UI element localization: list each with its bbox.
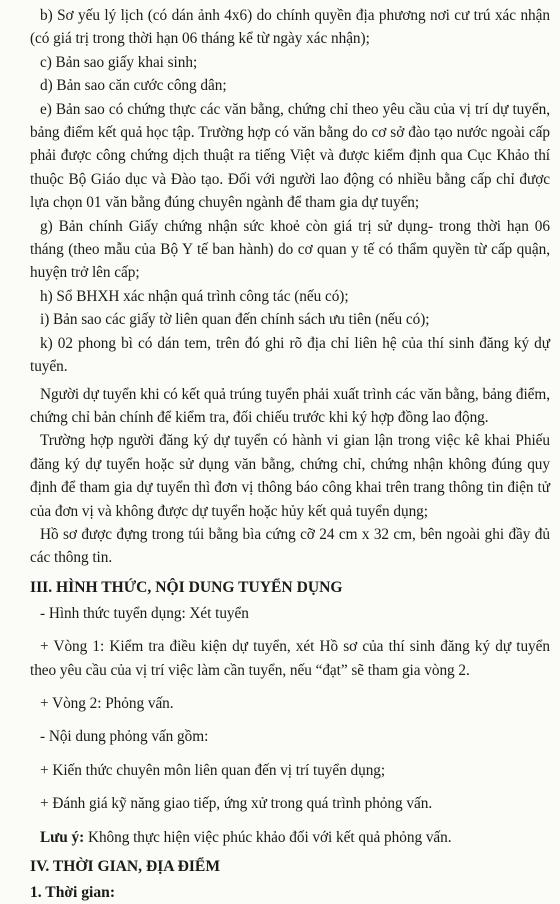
- item-c: c) Bản sao giấy khai sinh;: [40, 53, 198, 71]
- note-label: Lưu ý:: [40, 828, 85, 846]
- section-3-item-content: - Nội dung phỏng vấn gồm:: [40, 728, 209, 746]
- paragraph-verification: Người dự tuyển khi có kết quả trúng tuyển phải xuất trình các văn bằng, bảng điểm, chứng chỉ bản chính để kiểm tra, đối chiếu trước khi ký hợp đồng lao động.: [30, 385, 550, 426]
- item-e: e) Bản sao có chứng thực các văn bằng, chứng chỉ theo yêu cầu của vị trí dự tuyển, bảng điểm kết quả học tập. Trường hợp có văn bằng do cơ sở đào tạo nước ngoài cấp phải được công chứng dịch thuật ra tiếng Việt và được kiểm định qua Cục Khảo thí thuộc Bộ Giáo dục và Đào tạo. Đối với người lao động có nhiều bằng cấp chỉ được lựa chọn 01 văn bằng đúng chuyên ngành để tham gia dự tuyển;: [30, 100, 550, 212]
- paragraph-envelope: Hồ sơ được đựng trong túi bằng bìa cứng cỡ 24 cm x 32 cm, bên ngoài ghi đầy đủ các thông tin.: [30, 525, 550, 567]
- note-text: Không thực hiện việc phúc khảo đối với kết quả phỏng vấn.: [84, 828, 452, 846]
- item-d: d) Bản sao căn cước công dân;: [40, 77, 227, 95]
- section-4-sub-heading: 1. Thời gian:: [30, 884, 116, 901]
- item-h: h) Sổ BHXH xác nhận quá trình công tác (nếu có);: [40, 287, 349, 305]
- section-4-heading: IV. THỜI GIAN, ĐỊA ĐIỂM: [30, 858, 221, 875]
- item-g: g) Bản chính Giấy chứng nhận sức khoẻ còn giá trị sử dụng- trong thời hạn 06 tháng (theo mẫu của Bộ Y tế ban hành) do cơ quan y tế có thẩm quyền từ cấp quận, huyện trở lên cấp;: [30, 217, 550, 282]
- section-3-note: [30, 826, 550, 849]
- section-3-item-round-2: + Vòng 2: Phỏng vấn.: [40, 694, 174, 712]
- paragraph-fraud: Trường hợp người đăng ký dự tuyển có hành vi gian lận trong việc kê khai Phiếu đăng ký dự tuyển hoặc sử dụng văn bằng, chứng chỉ, chứng nhận không đúng quy định để tham gia dự tuyển thì đơn vị thông báo công khai trên trang thông tin điện tử của đơn vị và không được dự tuyển hoặc hủy kết quả tuyển dụng;: [30, 432, 550, 520]
- item-k: k) 02 phong bì có dán tem, trên đó ghi rõ địa chỉ liên hệ của thí sinh đăng ký dự tuyển.: [30, 334, 550, 376]
- item-b: b) Sơ yếu lý lịch (có dán ảnh 4x6) do chính quyền địa phương nơi cư trú xác nhận (có giá trị trong thời hạn 06 tháng kể từ ngày xác nhận);: [30, 7, 550, 48]
- section-3-heading: III. HÌNH THỨC, NỘI DUNG TUYỂN DỤNG: [30, 578, 343, 596]
- section-3-item-skills: + Đánh giá kỹ năng giao tiếp, ứng xử trong quá trình phỏng vấn.: [40, 795, 433, 813]
- item-i: i) Bản sao các giấy tờ liên quan đến chính sách ưu tiên (nếu có);: [40, 311, 430, 329]
- section-3-item-form: - Hình thức tuyển dụng: Xét tuyển: [40, 604, 249, 622]
- section-3-item-knowledge: + Kiến thức chuyên môn liên quan đến vị trí tuyển dụng;: [40, 761, 386, 779]
- section-3-item-round-1: + Vòng 1: Kiểm tra điều kiện dự tuyển, xét Hồ sơ của thí sinh đăng ký dự tuyển theo yêu cầu của vị trí việc làm cần tuyển, nếu “đạt” sẽ tham gia vòng 2.: [30, 638, 550, 679]
